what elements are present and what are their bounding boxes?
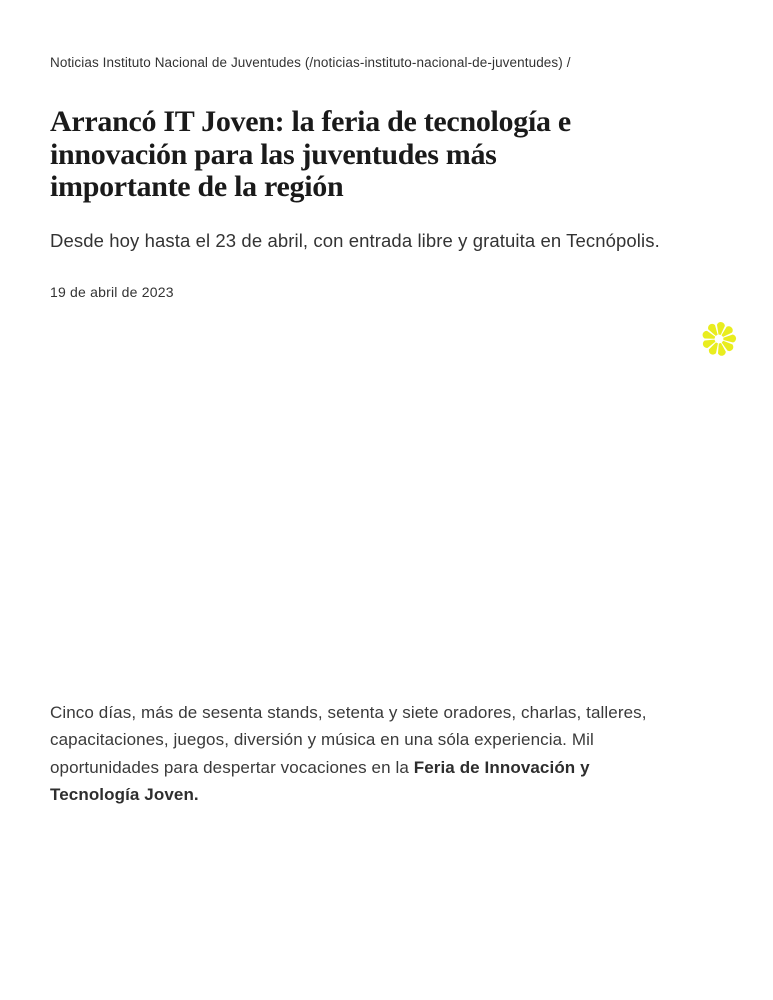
page-title-line-2: innovación para las juventudes más bbox=[50, 137, 497, 171]
article-media-placeholder bbox=[50, 308, 723, 683]
breadcrumb-separator: / bbox=[562, 55, 571, 70]
body-line bbox=[50, 726, 647, 753]
body-line-bold: Feria de Innovación y bbox=[413, 757, 590, 777]
page-title-line-3: importante de la región bbox=[50, 170, 344, 204]
breadcrumb bbox=[50, 54, 571, 71]
article-body-paragraph bbox=[50, 699, 647, 808]
article-subtitle: Desde hoy hasta el 23 de abril, con entrada libre y gratuita en Tecnópolis. bbox=[50, 229, 660, 251]
body-line bbox=[50, 781, 647, 808]
body-line-text: capacitaciones, juegos, diversión y música en una sóla experiencia. Mil bbox=[50, 730, 594, 750]
breadcrumb-link-noticias[interactable]: Noticias Instituto Nacional de Juventudes (/noticias-instituto-nacional-de-juventudes) bbox=[50, 55, 563, 70]
page-title bbox=[50, 106, 571, 204]
loading-spinner-icon bbox=[700, 320, 738, 358]
body-line-text: oportunidades para despertar vocaciones en la bbox=[50, 757, 414, 777]
body-line-text: Cinco días, más de sesenta stands, setenta y siete oradores, charlas, talleres, bbox=[50, 703, 647, 722]
body-line bbox=[50, 699, 647, 726]
body-line bbox=[50, 754, 647, 781]
body-line-bold: Tecnología Joven. bbox=[50, 784, 199, 804]
article-published-date: 19 de abril de 2023 bbox=[50, 284, 174, 300]
page-title-line-1: Arrancó IT Joven: la feria de tecnología e bbox=[50, 105, 571, 139]
